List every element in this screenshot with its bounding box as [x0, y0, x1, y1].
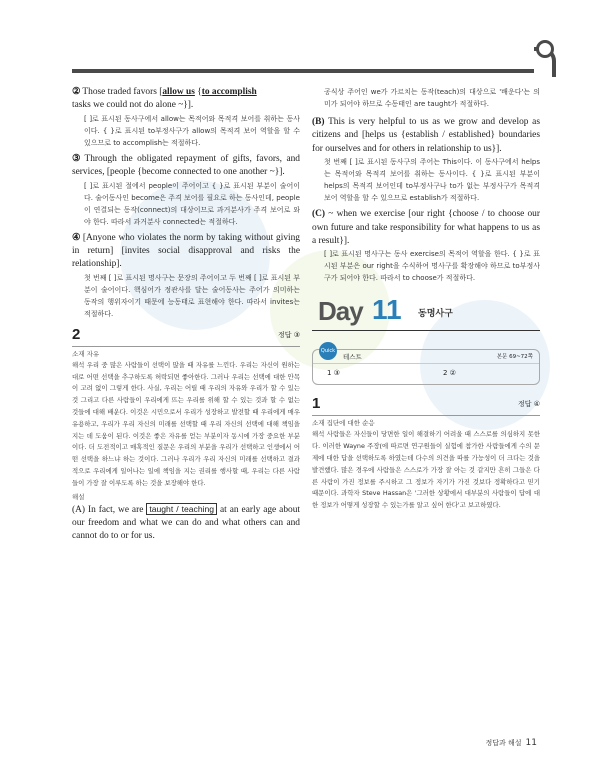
answer-label: 정답 ④	[517, 400, 540, 409]
explanation-item	[312, 116, 540, 204]
day-subtitle: 동명사구	[418, 309, 453, 320]
choice-box: taught / teaching	[146, 503, 217, 515]
sentence-text: ~ when we exercise [our right {choose / to choose our own future and take responsibility for what happens to us as a result}].	[312, 209, 540, 247]
day-heading	[312, 292, 540, 331]
explanation-item	[72, 232, 300, 320]
test-title: 테스트	[343, 353, 362, 362]
sentence-part: Those traded favors [	[82, 87, 163, 97]
topic-label: 소재 집단에 대한 순응	[312, 419, 375, 428]
translation-text: 해석 사람들은 자신들이 당면한 일이 해결하기 어려울 때 스스로를 의심하지 못한다. 이러한 Wayne 주장(에 따르면 연구원들이 실험에 참가한 사람들에게 수의 문제에 대한 답을 선택하도록 하였는데 다수의 의견을 따를 가능성이 더 크다는 것을 발견했다. 많은 경우에 사람들은 스스로가 가장 잘 아는 것 같지만 흔히 그들은 다른 사람이 가진 정보를 주시하고 그 정보가 자기가 가진 것보다 정확하다고 믿기 때문이다. 과학자 Steve Hassan은 '그러한 상황에서 대부분의 사람들이 답에 대한 정보가 어떻게 성장할 수 있는가를 알고 싶어 한다'고 보고하였다.	[312, 430, 540, 510]
quick-test-box	[312, 349, 540, 385]
section-header	[72, 326, 300, 347]
item-number: ③	[72, 153, 83, 164]
sentence-part: {	[194, 87, 202, 97]
quick-badge: Quick	[319, 342, 337, 360]
english-sentence	[312, 208, 540, 248]
section-header	[312, 395, 540, 416]
korean-explanation: [ ]로 표시된 동사구에서 allow는 목적어와 목적격 보어를 취하는 동사이다. { }로 표시된 to부정사구가 allow의 목적격 보어 역할을 할 수 있으므로 to accomplish는 적절하다.	[84, 114, 300, 147]
page-footer	[486, 738, 538, 748]
korean-explanation: [ ]로 표시된 절에서 people이 주어이고 { }로 표시된 부분이 술어이다. 술어동사인 become은 주격 보어를 필요로 하는 동사인데, people이 연결되는 동작(connect)의 대상이므로 과거분사가 주격 보어로 와야 한다. 따라서 과거분사 connected는 적절하다.	[84, 181, 300, 226]
test-divider	[313, 363, 539, 364]
english-sentence	[72, 232, 300, 272]
item-number: ④	[72, 232, 81, 243]
english-sentence	[72, 503, 300, 544]
english-sentence	[72, 86, 300, 113]
right-column	[312, 86, 540, 512]
sentence-part: tasks we could not do alone ~}].	[72, 100, 194, 111]
section-number: 2	[72, 325, 81, 343]
day-number: 11	[372, 294, 402, 326]
explanation-item	[312, 208, 540, 284]
korean-explanation: 공식상 주어인 we가 가르치는 동작(teach)의 대상으로 '배운다'는 의미가 되어야 하므로 수동태인 are taught가 적절하다.	[324, 88, 540, 108]
english-sentence	[312, 116, 540, 156]
header-rule	[72, 69, 534, 73]
test-answer: 2 ②	[443, 369, 456, 378]
sentence-part: at an early age about our freedom and what we can do and what others can and cannot do to or for us.	[72, 504, 300, 542]
underlined-phrase: to accomplish	[201, 87, 257, 97]
answer-label: 정답 ③	[277, 330, 300, 339]
item-label: (B)	[312, 117, 325, 127]
explanation-item	[72, 86, 300, 149]
commentary-label: 해설	[72, 492, 85, 501]
sentence-text: This is very helpful to us as we grow and develop as citizens and [helps us {establish / established} boundaries for ourselves and for others in relationship to us}].	[312, 117, 540, 154]
header-dot	[536, 40, 554, 58]
footer-label: 정답과 해설	[485, 739, 522, 747]
section-number: 1	[312, 395, 321, 413]
left-column	[72, 86, 300, 544]
test-page-ref: 본문 69~72쪽	[496, 354, 533, 361]
topic-label: 소재 자유	[72, 349, 100, 358]
item-label: (C)	[312, 209, 326, 220]
item-number: ②	[72, 87, 81, 97]
day-word: Day	[318, 296, 363, 327]
sentence-part: (A) In fact, we are	[72, 504, 147, 515]
test-answer: 1 ③	[327, 369, 340, 378]
korean-explanation: 첫 번째 [ ]로 표시된 명사구는 문장의 주어이고 두 번째 [ ]로 표시된 부분이 술어이다. 핵심어가 정관사를 달는 술어동사는 주어가 의미하는 동작의 행위자이기 때문에 능동태로 표현해야 한다. 따라서 invites는 적절하다.	[84, 273, 300, 318]
english-sentence	[72, 153, 300, 180]
translation-text: 해석 우리 중 많은 사람들이 선택이 많을 때 자유를 느낀다. 우리는 자신이 원하는 대로 어떤 선택을 추구하도록 허락되면 좋아한다. 그러나 우리는 선택에 대한 안목이 고려 없이 그렇게 한다. 사실, 우리는 어릴 때 우리의 자유와 우리가 할 수 있는 것 그리고 다른 사람들이 우리에게 뜨는 우리를 위해 할 수 있는 것과 할 수 없는 것들에 대해 배운다. 이것은 시민으로서 우리가 성장하고 발전할 때 우리에게 매우 유용하고, 우리가 우리 자신의 미래를 선택할 때 우리 자신의 선택에 대해 책임을 지는 데 도움이 된다. 이것은 좋은 자유를 얻는 부분이자 동시에 가장 중요한 부분이다. 더 도전적이고 매혹적인 질문은 우리의 부분을 우리가 선택하고 인생에서 어떤 선택을 하느냐 하는 것이다. 그러나 우리가 우리 자신의 미래를 선택하고 결과적으로 우리에게 일어나는 일에 책임을 지는 권리를 행사할 때, 우리는 다른 사람들이 가장 잘 이루도록 하는 것을 보장해야 한다.	[72, 360, 300, 487]
explanation-item	[72, 153, 300, 228]
underlined-phrase: allow us	[162, 87, 195, 97]
page-number: 11	[525, 738, 537, 748]
korean-explanation: [ ]로 표시된 명사구는 동사 exercise의 목적어 역할을 한다. { }로 표시된 부분은 our right을 수식하여 명사구를 확장해야 하므로 to부정사구가 되어야 한다. 따라서 to choose가 적절하다.	[324, 250, 540, 283]
sentence-text: [Anyone who violates the norm by taking without giving in return] [invites social disapproval and risks the relationship].	[72, 232, 300, 270]
sentence-text: Through the obligated repayment of gifts, favors, and services, [people {become connected to one another ~}].	[72, 153, 300, 178]
korean-explanation: 첫 번째 [ ]로 표시된 동사구의 주어는 This이다. 이 동사구에서 helps는 목적어와 목적격 보어를 취하는 동사이다. { }로 표시된 부분이 helps의 목적격 보어인데 to부정사구나 to가 없는 부정사구가 목적격 보어 역할을 할 수 있으므로 establish가 적절하다.	[324, 158, 540, 203]
